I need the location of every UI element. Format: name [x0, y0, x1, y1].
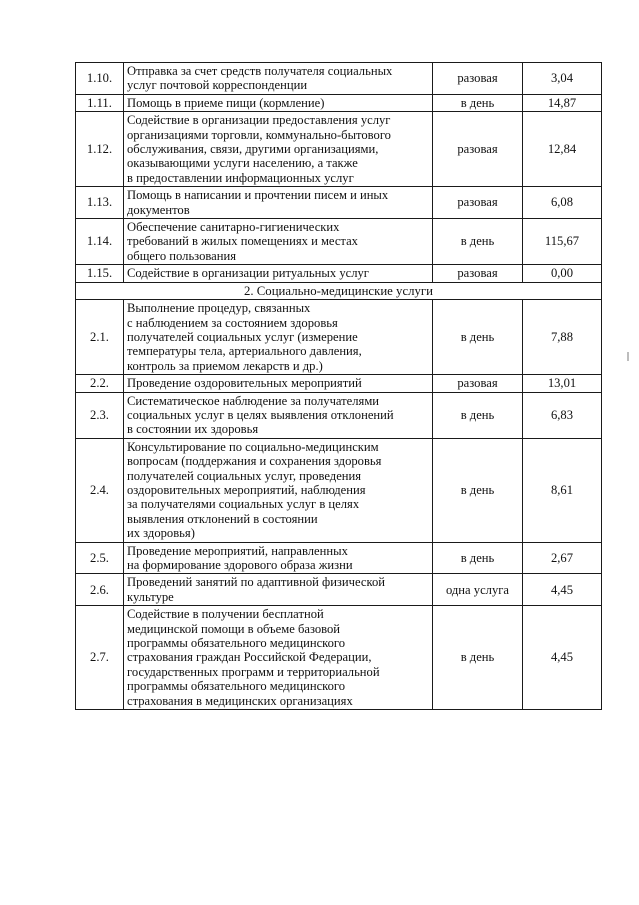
table-row [76, 112, 602, 187]
service-unit: в день [433, 94, 523, 111]
service-name-line: Помощь в написании и прочтении писем и иных [127, 188, 389, 203]
service-name-line: документов [127, 202, 190, 217]
service-number: 2.7. [76, 606, 124, 710]
service-name-line: выявления отклонений в состоянии [127, 511, 318, 526]
service-name-line: контроль за приемом лекарств и др.) [127, 358, 323, 373]
table-row [76, 187, 602, 219]
service-unit: в день [433, 219, 523, 265]
service-name-line: Проведений занятий по адаптивной физической [127, 575, 385, 590]
service-name-line: организациями торговли, коммунально-бытового [127, 127, 391, 142]
service-unit: в день [433, 606, 523, 710]
service-name-line: за получателями социальных услуг в целях [127, 497, 360, 512]
service-number: 2.3. [76, 392, 124, 438]
service-price: 115,67 [523, 219, 602, 265]
service-number: 2.4. [76, 438, 124, 542]
service-name [124, 392, 433, 438]
table-row [76, 606, 602, 710]
table-row [76, 265, 602, 282]
service-price: 0,00 [523, 265, 602, 282]
service-name-line: социальных услуг в целях выявления отклонений [127, 407, 394, 422]
service-name-line: программы обязательного медицинского [127, 636, 346, 651]
service-unit: в день [433, 542, 523, 574]
service-price: 13,01 [523, 375, 602, 392]
service-number: 2.6. [76, 574, 124, 606]
table-row [76, 94, 602, 111]
section-title: 2. Социально-медицинские услуги [76, 282, 602, 299]
service-name-line: в состоянии их здоровья [127, 422, 259, 437]
service-unit: разовая [433, 265, 523, 282]
service-name-line: оздоровительных мероприятий, наблюдения [127, 482, 366, 497]
service-name [124, 375, 433, 392]
service-name-line: Проведение оздоровительных мероприятий [127, 376, 362, 391]
service-price: 4,45 [523, 606, 602, 710]
service-name-line: страхования граждан Российской Федерации, [127, 650, 372, 665]
services-tariff-table [75, 62, 602, 710]
service-name [124, 265, 433, 282]
table-row [76, 438, 602, 542]
service-price: 4,45 [523, 574, 602, 606]
service-unit: в день [433, 392, 523, 438]
service-number: 1.14. [76, 219, 124, 265]
service-name-line: получателей социальных услуг (измерение [127, 329, 358, 344]
service-name-line: в предоставлении информационных услуг [127, 170, 354, 185]
service-unit: в день [433, 300, 523, 375]
service-number: 1.13. [76, 187, 124, 219]
service-name-line: вопросам (поддержания и сохранения здоровья [127, 454, 382, 469]
service-name-line: Обеспечение санитарно-гигиенических [127, 220, 340, 235]
table-row [76, 375, 602, 392]
service-name-line: их здоровья) [127, 526, 195, 541]
service-name [124, 219, 433, 265]
service-name-line: услуг почтовой корреспонденции [127, 78, 308, 93]
service-name [124, 438, 433, 542]
table-row [76, 219, 602, 265]
scan-margin-mark [627, 352, 629, 361]
service-number: 2.2. [76, 375, 124, 392]
service-unit: разовая [433, 187, 523, 219]
table-row [76, 300, 602, 375]
service-name-line: Помощь в приеме пищи (кормление) [127, 95, 325, 110]
service-price: 6,83 [523, 392, 602, 438]
service-unit: в день [433, 438, 523, 542]
service-number: 1.11. [76, 94, 124, 111]
service-name-line: Проведение мероприятий, направленных [127, 543, 348, 558]
service-name-line: Содействие в организации ритуальных услуг [127, 266, 369, 281]
table-row [76, 63, 602, 95]
service-name-line: на формирование здорового образа жизни [127, 558, 353, 572]
service-name-line: Содействие в получении бесплатной [127, 607, 324, 622]
service-name-line: Систематическое наблюдение за получателями [127, 393, 380, 408]
service-name-line: Отправка за счет средств получателя социальных [127, 64, 393, 78]
service-price: 14,87 [523, 94, 602, 111]
service-number: 1.12. [76, 112, 124, 187]
service-price: 6,08 [523, 187, 602, 219]
service-name [124, 112, 433, 187]
service-number: 1.10. [76, 63, 124, 95]
service-name-line: требований в жилых помещениях и местах [127, 234, 358, 249]
service-price: 3,04 [523, 63, 602, 95]
service-name-line: получателей социальных услуг, проведения [127, 468, 362, 483]
service-name-line: с наблюдением за состоянием здоровья [127, 315, 338, 330]
service-name-line: Консультирование по социально-медицинским [127, 439, 379, 454]
service-unit: разовая [433, 63, 523, 95]
service-name-line: государственных программ и территориальной [127, 664, 380, 679]
table-row [76, 392, 602, 438]
service-name-line: оказывающими услуги населению, а также [127, 156, 358, 171]
service-name [124, 542, 433, 574]
service-name [124, 574, 433, 606]
service-number: 1.15. [76, 265, 124, 282]
service-unit: одна услуга [433, 574, 523, 606]
service-price: 12,84 [523, 112, 602, 187]
service-name-line: обслуживания, связи, другими организациями, [127, 142, 379, 157]
service-name-line: культуре [127, 589, 174, 604]
table-row [76, 574, 602, 606]
service-price: 2,67 [523, 542, 602, 574]
service-number: 2.5. [76, 542, 124, 574]
section-header-row [76, 282, 602, 299]
service-price: 8,61 [523, 438, 602, 542]
service-name [124, 187, 433, 219]
service-unit: разовая [433, 375, 523, 392]
service-name [124, 606, 433, 710]
service-number: 2.1. [76, 300, 124, 375]
service-name [124, 300, 433, 375]
table-row [76, 542, 602, 574]
service-name-line: страхования в медицинских организациях [127, 693, 353, 708]
service-name [124, 94, 433, 111]
table-body [76, 63, 602, 710]
service-name-line: температуры тела, артериального давления, [127, 344, 362, 359]
service-price: 7,88 [523, 300, 602, 375]
service-name-line: медицинской помощи в объеме базовой [127, 621, 341, 636]
service-name [124, 63, 433, 95]
service-name-line: общего пользования [127, 248, 237, 263]
service-name-line: программы обязательного медицинского [127, 679, 346, 694]
service-name-line: Выполнение процедур, связанных [127, 301, 311, 316]
service-unit: разовая [433, 112, 523, 187]
service-name-line: Содействие в организации предоставления услуг [127, 113, 391, 128]
